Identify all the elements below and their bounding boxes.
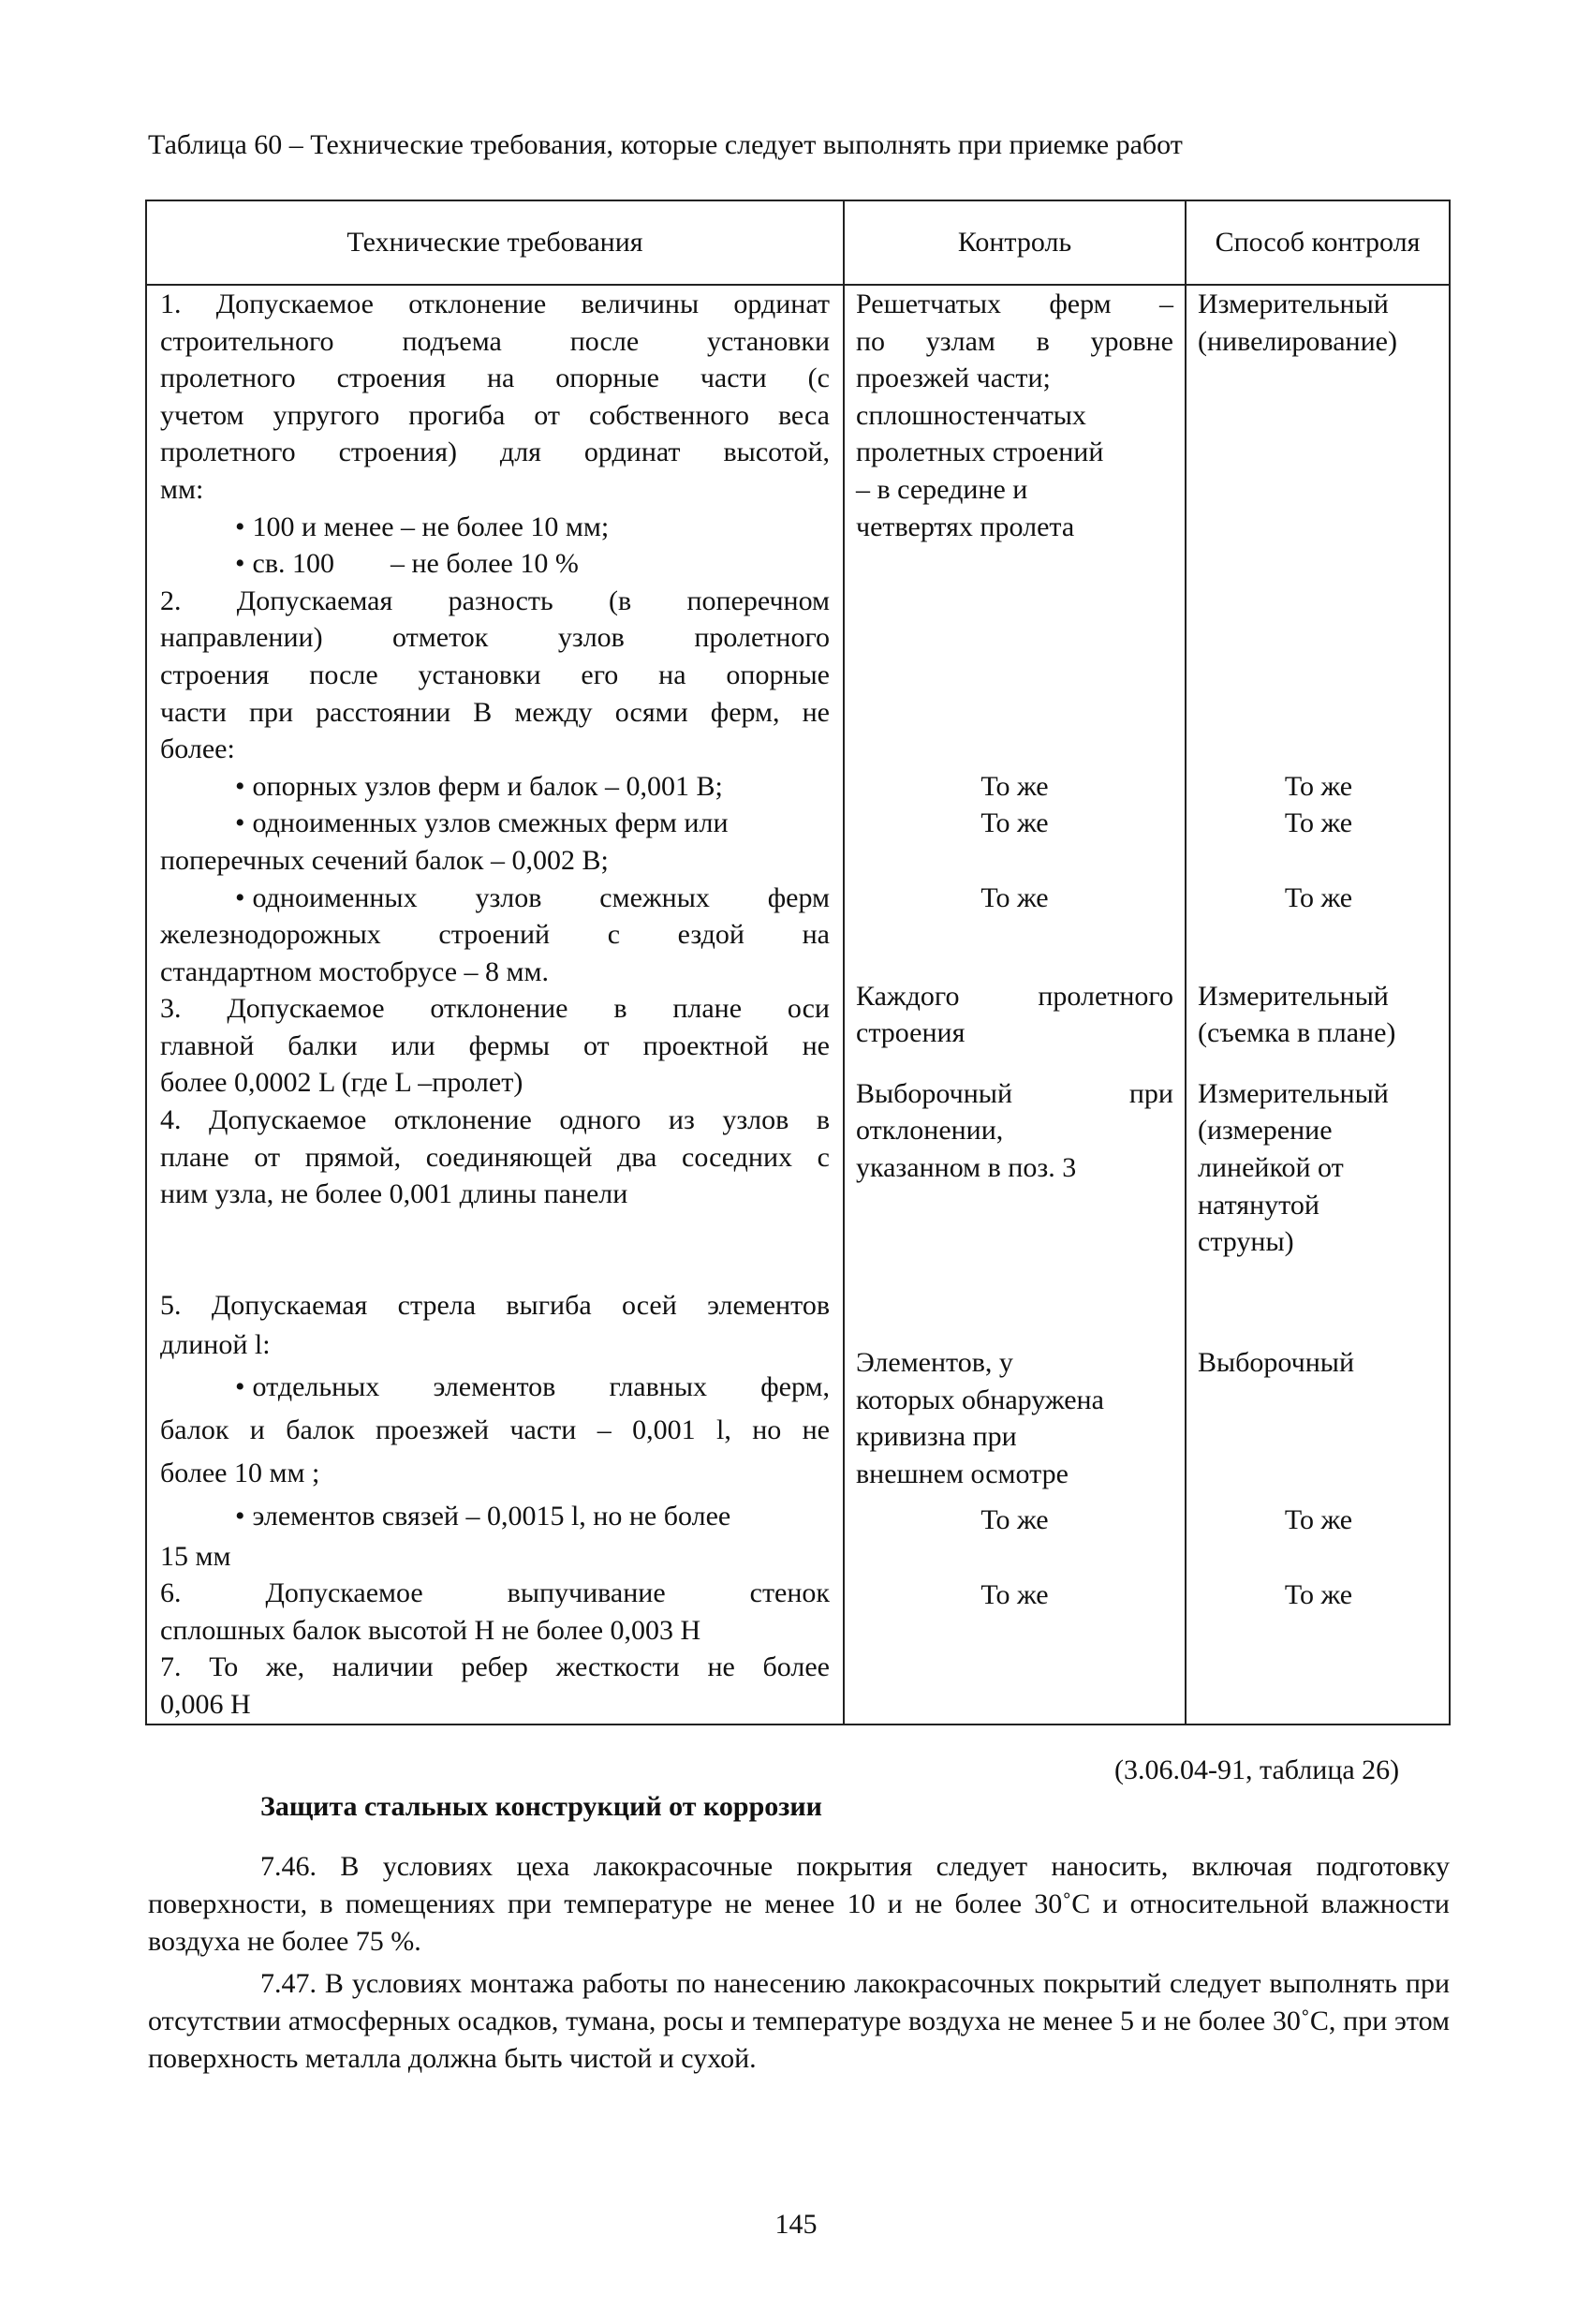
method-line: струны) <box>1198 1226 1294 1258</box>
req-line: 5. Допускаемая стрела выгиба осей элементов <box>160 1290 830 1322</box>
bullet-item: • св. 100 – не более 10 % <box>160 545 830 583</box>
header-requirements: Технические требования <box>146 200 844 285</box>
method-same: То же <box>1284 881 1353 913</box>
control-line: отклонении, <box>856 1115 1004 1147</box>
control-line: кривизна при <box>856 1421 1017 1453</box>
req-line: 0,006 Н <box>160 1689 251 1720</box>
req-line: главной балки или фермы от проектной не <box>160 1029 830 1061</box>
control-line: проезжей части; <box>856 363 1051 394</box>
method-same: То же <box>1284 1504 1353 1536</box>
control-same: То же <box>980 1504 1049 1536</box>
req-line: 2. Допускаемая разность (в поперечном <box>160 585 830 616</box>
control-line: Каждого пролетного <box>856 980 1173 1012</box>
req-line: пролетного строения на опорные части (с <box>160 363 830 394</box>
req-line: направлении) отметок узлов пролетного <box>160 622 830 654</box>
control-cell <box>844 285 1186 1724</box>
req-line: строения после установки его на опорные <box>160 659 830 690</box>
control-line: внешнем осмотре <box>856 1458 1069 1489</box>
method-line: натянутой <box>1198 1189 1319 1221</box>
method-line: (съемка в плане) <box>1198 1017 1396 1049</box>
req-line: длиной l: <box>160 1328 271 1360</box>
req-line: 6. Допускаемое выпучивание стенок <box>160 1577 830 1609</box>
section-title: Защита стальных конструкций от коррозии <box>260 1791 822 1822</box>
req-line: балок и балок проезжей части – 0,001 l, но не <box>160 1414 830 1445</box>
req-line: сплошных балок высотой Н не более 0,003 Н <box>160 1614 701 1646</box>
method-same: То же <box>1284 1578 1353 1610</box>
method-line: (измерение <box>1198 1115 1333 1147</box>
paragraph-text: 7.46. В условиях цеха лакокрасочные покрытия следует наносить, включая подготовку поверхности, в помещениях при температуре не менее 10 и не более 30˚С и относительной влажности воздуха не более 75 %. <box>148 1851 1450 1957</box>
req-line: более 10 мм ; <box>160 1457 320 1488</box>
method-line: Измерительный <box>1198 289 1389 319</box>
control-line: строения <box>856 1017 966 1049</box>
req-line: строительного подъема после установки <box>160 325 830 357</box>
paragraph-7-46 <box>148 1848 1450 1961</box>
control-line: Элементов, у <box>856 1347 1013 1379</box>
paragraph-7-47 <box>148 1965 1450 2078</box>
req-line: пролетного строения) для ординат высотой, <box>160 437 830 468</box>
control-line: которых обнаружена <box>856 1384 1104 1415</box>
bullet-item: • отдельных элементов главных ферм, <box>160 1366 830 1409</box>
method-same: То же <box>1284 807 1353 839</box>
page-number: 145 <box>774 2209 818 2240</box>
req-line: 3. Допускаемое отклонение в плане оси <box>160 993 830 1025</box>
table-row <box>146 285 1450 1724</box>
bullet-item: • опорных узлов ферм и балок – 0,001 В; <box>160 768 830 806</box>
method-line: Измерительный <box>1198 1077 1389 1109</box>
bullet-item: • элементов связей – 0,0015 l, но не более <box>160 1495 830 1538</box>
req-line: железнодорожных строений с ездой на <box>160 919 830 951</box>
req-line: более: <box>160 733 235 765</box>
control-line: сплошностенчатых <box>856 399 1086 431</box>
req-line: более 0,0002 L (где L –пролет) <box>160 1067 523 1099</box>
method-line: Измерительный <box>1198 980 1389 1012</box>
header-method: Способ контроля <box>1186 200 1450 285</box>
method-cell <box>1186 285 1450 1724</box>
control-line: по узлам в уровне <box>856 325 1173 357</box>
method-line: (нивелирование) <box>1198 325 1397 357</box>
table-header-row <box>146 200 1450 285</box>
bullet-item: • одноименных узлов смежных ферм <box>160 880 830 917</box>
req-line: поперечных сечений балок – 0,002 В; <box>160 844 609 876</box>
control-line: – в середине и <box>856 473 1028 505</box>
requirements-table <box>145 200 1451 1725</box>
paragraph-text: 7.47. В условиях монтажа работы по нанесению лакокрасочных покрытий следует выполнять при отсутствии атмосферных осадков, тумана, росы и температуре воздуха не менее 5 и не более 30˚С, при этом поверхность металла должна быть чистой и сухой. <box>148 1968 1450 2074</box>
table-caption: Таблица 60 – Технические требования, которые следует выполнять при приемке работ <box>148 129 1183 160</box>
method-same: То же <box>1284 770 1353 802</box>
control-same: То же <box>980 881 1049 913</box>
control-line: Выборочный при <box>856 1077 1173 1109</box>
req-line: 7. То же, наличии ребер жесткости не более <box>160 1651 830 1683</box>
req-line: 4. Допускаемое отклонение одного из узлов в <box>160 1104 830 1136</box>
req-line: плане от прямой, соединяющей два соседних с <box>160 1141 830 1173</box>
req-line: стандартном мостобрусе – 8 мм. <box>160 955 550 987</box>
bullet-item: • 100 и менее – не более 10 мм; <box>160 509 830 546</box>
requirements-cell <box>146 285 844 1724</box>
req-line: мм: <box>160 473 204 505</box>
control-line: Решетчатых ферм – <box>856 289 1173 319</box>
req-line: ним узла, не более 0,001 длины панели <box>160 1178 628 1210</box>
control-same: То же <box>980 770 1049 802</box>
method-line: линейкой от <box>1198 1152 1344 1184</box>
method-line: Выборочный <box>1198 1347 1355 1379</box>
control-line: четвертях пролета <box>856 511 1075 542</box>
req-line: учетом упругого прогиба от собственного веса <box>160 399 830 431</box>
req-line: части при расстоянии В между осями ферм, не <box>160 696 830 728</box>
control-same: То же <box>980 1578 1049 1610</box>
bullet-item: • одноименных узлов смежных ферм или <box>160 805 830 842</box>
control-same: То же <box>980 807 1049 839</box>
req-line: 1. Допускаемое отклонение величины ординат <box>160 289 830 319</box>
control-line: указанном в поз. 3 <box>856 1152 1077 1184</box>
req-line: 15 мм <box>160 1540 231 1572</box>
control-line: пролетных строений <box>856 437 1104 468</box>
table-reference: (3.06.04-91, таблица 26) <box>1114 1754 1400 1785</box>
header-control: Контроль <box>844 200 1186 285</box>
